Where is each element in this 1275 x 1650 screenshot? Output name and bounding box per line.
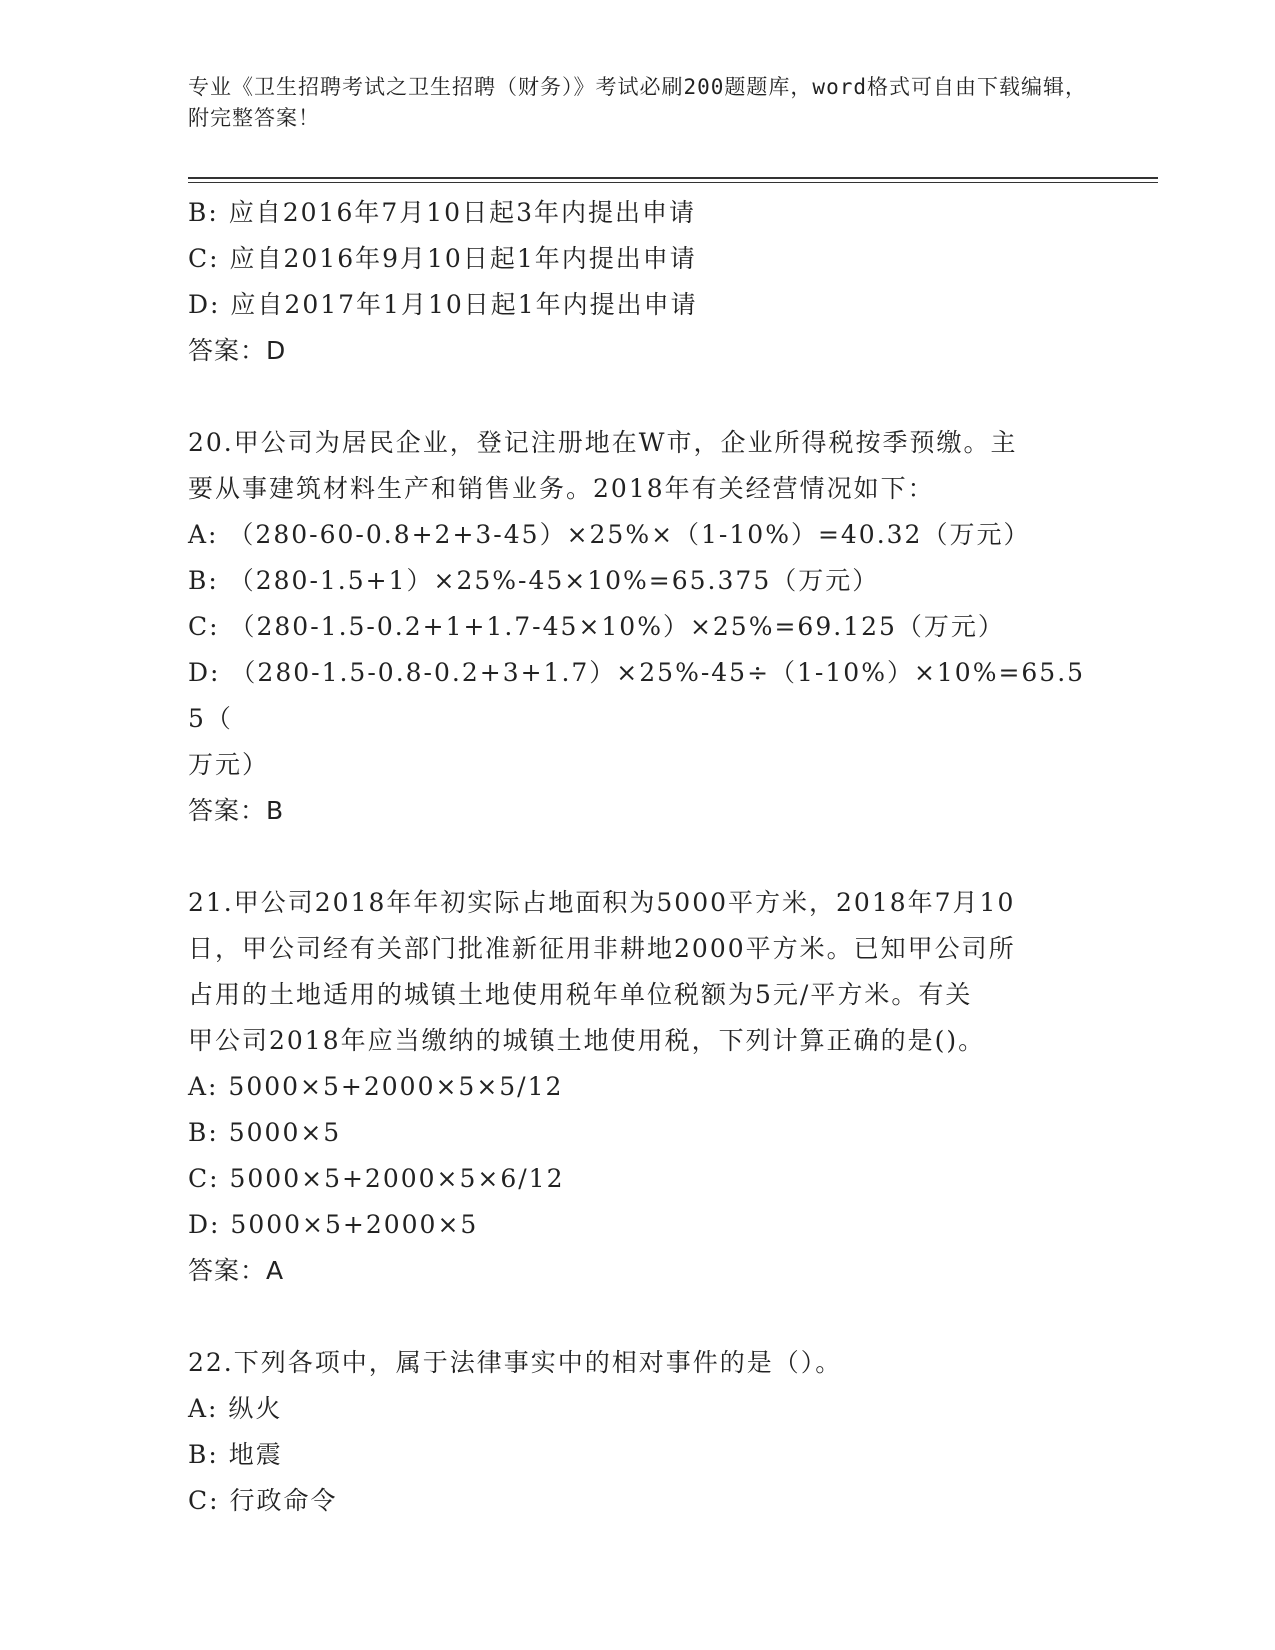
question-stem: 日，甲公司经有关部门批准新征用非耕地2000平方米。已知甲公司所 [188,934,1016,963]
header-text: 专业《卫生招聘考试之卫生招聘（财务）》考试必刷200题题库，word格式可自由下载编辑，附完整答案！ [188,75,1087,130]
option-d: D: （280-1.5-0.8-0.2+3+1.7）×25%-45÷（1-10%）×10%=65.55（ [188,658,1086,733]
question-stem: 21.甲公司2018年年初实际占地面积为5000平方米，2018年7月10 [188,888,1016,917]
document-body [188,190,1088,1524]
option-c: C: （280-1.5-0.2+1+1.7-45×10%）×25%=69.125（万元） [188,612,1005,641]
header-rule-thick [188,177,1158,179]
answer: 答案：A [188,1256,285,1285]
question-19-fragment [188,190,1088,374]
option-c: C: 5000×5+2000×5×6/12 [188,1164,565,1193]
spacer [188,1294,1088,1340]
question-stem: 甲公司2018年应当缴纳的城镇土地使用税，下列计算正确的是()。 [188,1026,986,1055]
option-a: A: 5000×5+2000×5×5/12 [188,1072,564,1101]
option-c: C: 应自2016年9月10日起1年内提出申请 [188,244,697,273]
header-rule-thin [188,182,1158,183]
answer: 答案：B [188,796,285,825]
question-stem: 20.甲公司为居民企业，登记注册地在W市，企业所得税按季预缴。主 [188,428,1018,457]
question-22 [188,1340,1088,1524]
document-header [188,72,1088,134]
option-d-continued: 万元） [188,750,270,779]
option-b: B: （280-1.5+1）×25%-45×10%=65.375（万元） [188,566,880,595]
option-b: B: 地震 [188,1440,283,1469]
question-stem: 22.下列各项中，属于法律事实中的相对事件的是（）。 [188,1348,843,1377]
question-20 [188,420,1088,834]
option-d: D: 5000×5+2000×5 [188,1210,479,1239]
option-c: C: 行政命令 [188,1486,338,1515]
option-d: D: 应自2017年1月10日起1年内提出申请 [188,290,698,319]
option-a: A: （280-60-0.8+2+3-45）×25%×（1-10%）=40.32（万元） [188,520,1031,549]
option-b: B: 应自2016年7月10日起3年内提出申请 [188,198,696,227]
question-21 [188,880,1088,1294]
spacer [188,834,1088,880]
option-b: B: 5000×5 [188,1118,342,1147]
option-a: A: 纵火 [188,1394,283,1423]
answer: 答案：D [188,336,287,365]
question-stem: 占用的土地适用的城镇土地使用税年单位税额为5元/平方米。有关 [188,980,973,1009]
question-stem: 要从事建筑材料生产和销售业务。2018年有关经营情况如下： [188,474,935,503]
spacer [188,374,1088,420]
